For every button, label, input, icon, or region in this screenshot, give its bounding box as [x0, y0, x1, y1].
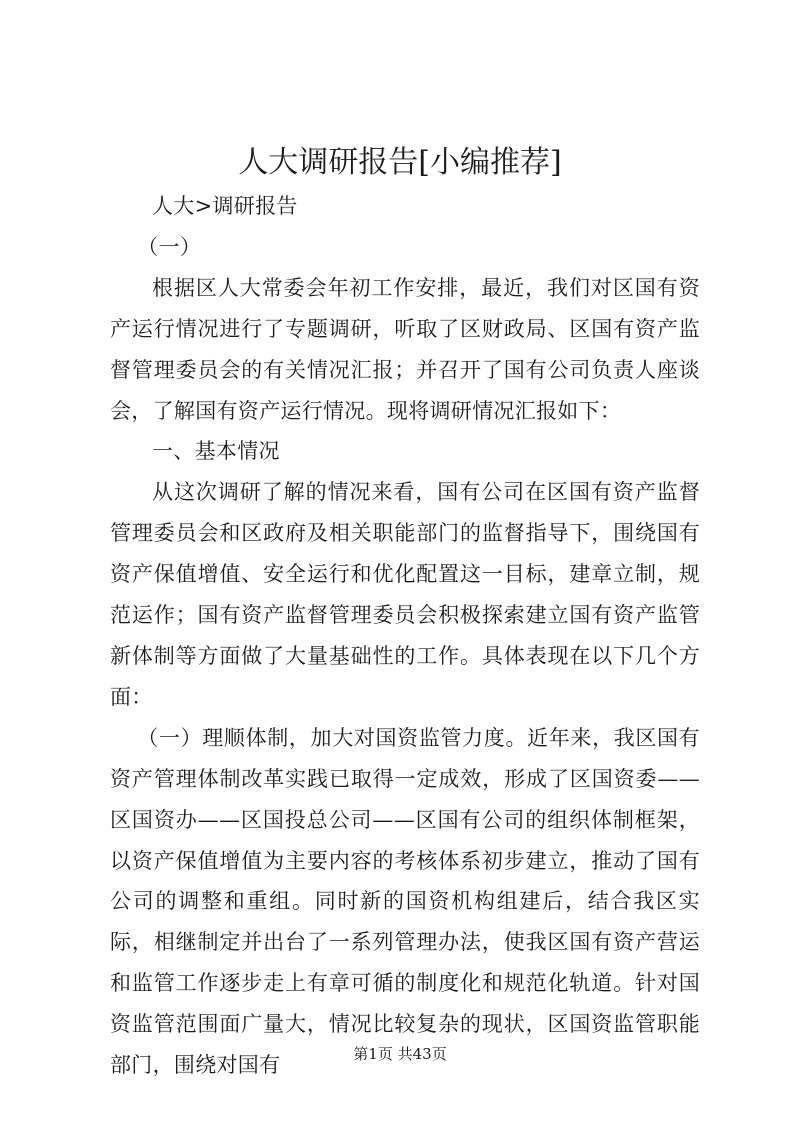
document-title: 人大调研报告[小编推荐] [238, 145, 562, 180]
breadcrumb: 人大>调研报告 [152, 194, 298, 218]
paragraph-intro: 根据区人大常委会年初工作安排，最近，我们对区国有资产运行情况进行了专题调研，听取了区财政局、区国有资产监督管理委员会的有关情况汇报；并召开了国有公司负责人座谈会，了解国有资产运行情况。现将调研情况汇报如下： [110, 275, 700, 423]
section-marker: （一） [137, 234, 202, 259]
paragraph-overview: 从这次调研了解的情况来看，国有公司在区国有资产监督管理委员会和区政府及相关职能部门的监督指导下，围绕国有资产保值增值、安全运行和优化配置这一目标，建章立制，规范运作；国有资产监督管理委员会积极探索建立国有资产监管新体制等方面做了大量基础性的工作。具体表现在以下几个方面： [110, 480, 700, 709]
page-footer: 第1页 共43页 [353, 1045, 447, 1063]
paragraph-detail: （一）理顺体制，加大对国资监管力度。近年来，我区国有资产管理体制改革实践已取得一定成效，形成了区国资委——区国资办——区国投总公司——区国有公司的组织体制框架，以资产保值增值为主要内容的考核体系初步建立，推动了国有公司的调整和重组。同时新的国资机构组建后，结合我区实际，相继制定并出台了一系列管理办法，使我区国有资产营运和监管工作逐步走上有章可循的制度化和规范化轨道。针对国资监管范围面广量大，情况比较复杂的现状，区国资监管职能部门，围绕对国有 [110, 725, 700, 1078]
section-heading: 一、基本情况 [152, 439, 280, 464]
document-body [110, 186, 700, 1086]
